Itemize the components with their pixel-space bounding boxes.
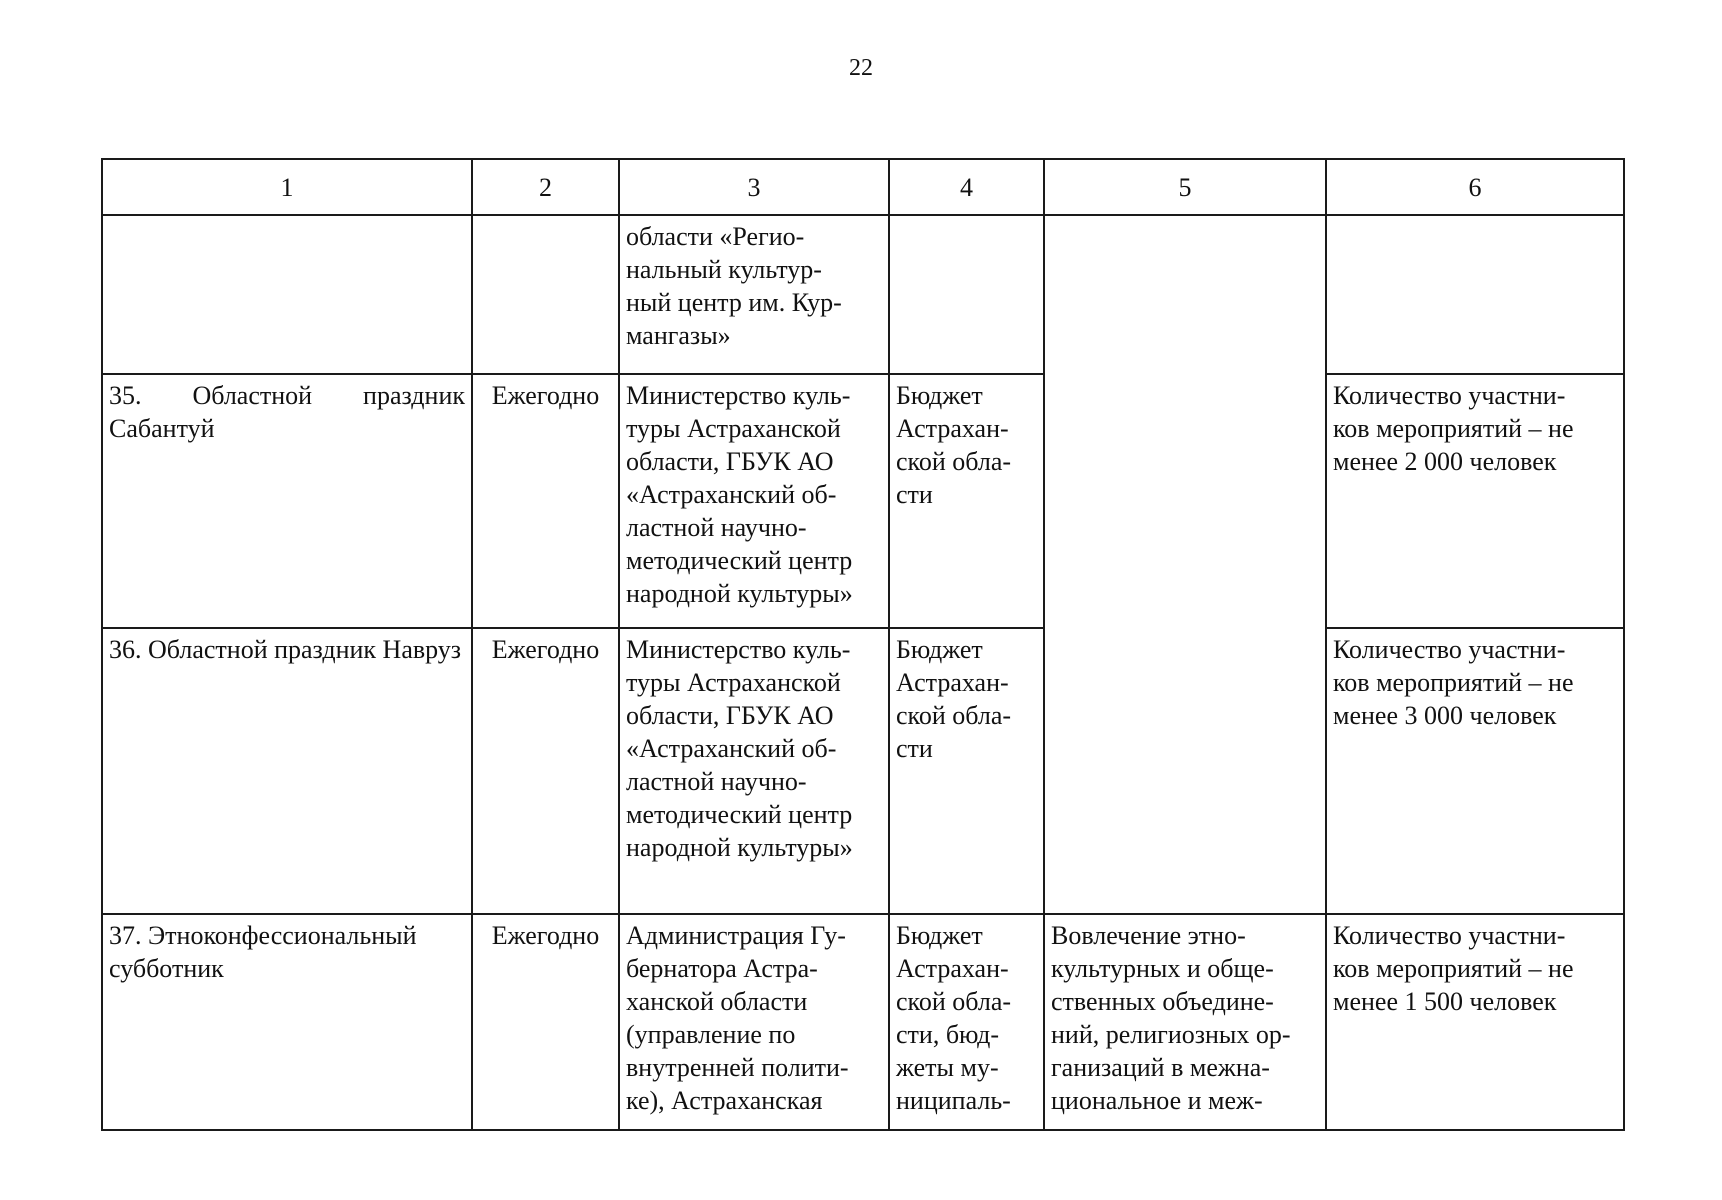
program-table (101, 158, 1625, 1131)
column-number-2: 2 (472, 159, 619, 215)
executor-cell: области «Регио- нальный культур- ный центр им. Кур- мангазы» (619, 215, 889, 374)
event-cell: 36. Областной праздник Навруз (102, 628, 472, 914)
event-cell: 37. Этноконфессиональный субботник (102, 914, 472, 1130)
period-cell: Ежегодно (472, 374, 619, 628)
event-cell (102, 215, 472, 374)
funding-source-cell (889, 215, 1044, 374)
goal-cell: Вовлечение этно- культурных и обще- ственных объедине- ний, религиозных ор- ганизаций в межна- циональное и меж- (1044, 914, 1326, 1130)
period-cell: Ежегодно (472, 628, 619, 914)
indicator-cell: Количество участни- ков мероприятий – не менее 3 000 человек (1326, 628, 1624, 914)
column-number-5: 5 (1044, 159, 1326, 215)
column-number-4: 4 (889, 159, 1044, 215)
indicator-cell: Количество участни- ков мероприятий – не менее 1 500 человек (1326, 914, 1624, 1130)
table-header-row (102, 159, 1624, 215)
table-row (102, 374, 1624, 628)
table-row (102, 215, 1624, 374)
period-cell (472, 215, 619, 374)
event-cell: 35. Областной праздник Сабантуй (102, 374, 472, 628)
executor-cell: Министерство куль- туры Астраханской области, ГБУК АО «Астраханский об- ластной научно- методический центр народной культуры» (619, 628, 889, 914)
indicator-cell (1326, 215, 1624, 374)
page-number: 22 (849, 55, 873, 81)
period-cell: Ежегодно (472, 914, 619, 1130)
funding-source-cell: Бюджет Астрахан- ской обла- сти, бюд- жеты му- ниципаль- (889, 914, 1044, 1130)
executor-cell: Администрация Гу- бернатора Астра- ханской области (управление по внутренней полити- ке), Астраханская (619, 914, 889, 1130)
indicator-cell: Количество участни- ков мероприятий – не менее 2 000 человек (1326, 374, 1624, 628)
table-row (102, 628, 1624, 914)
column-number-3: 3 (619, 159, 889, 215)
funding-source-cell: Бюджет Астрахан- ской обла- сти (889, 374, 1044, 628)
funding-source-cell: Бюджет Астрахан- ской обла- сти (889, 628, 1044, 914)
executor-cell: Министерство куль- туры Астраханской области, ГБУК АО «Астраханский об- ластной научно- методический центр народной культуры» (619, 374, 889, 628)
goal-cell-merged (1044, 215, 1326, 914)
column-number-6: 6 (1326, 159, 1624, 215)
table-row (102, 914, 1624, 1130)
column-number-1: 1 (102, 159, 472, 215)
